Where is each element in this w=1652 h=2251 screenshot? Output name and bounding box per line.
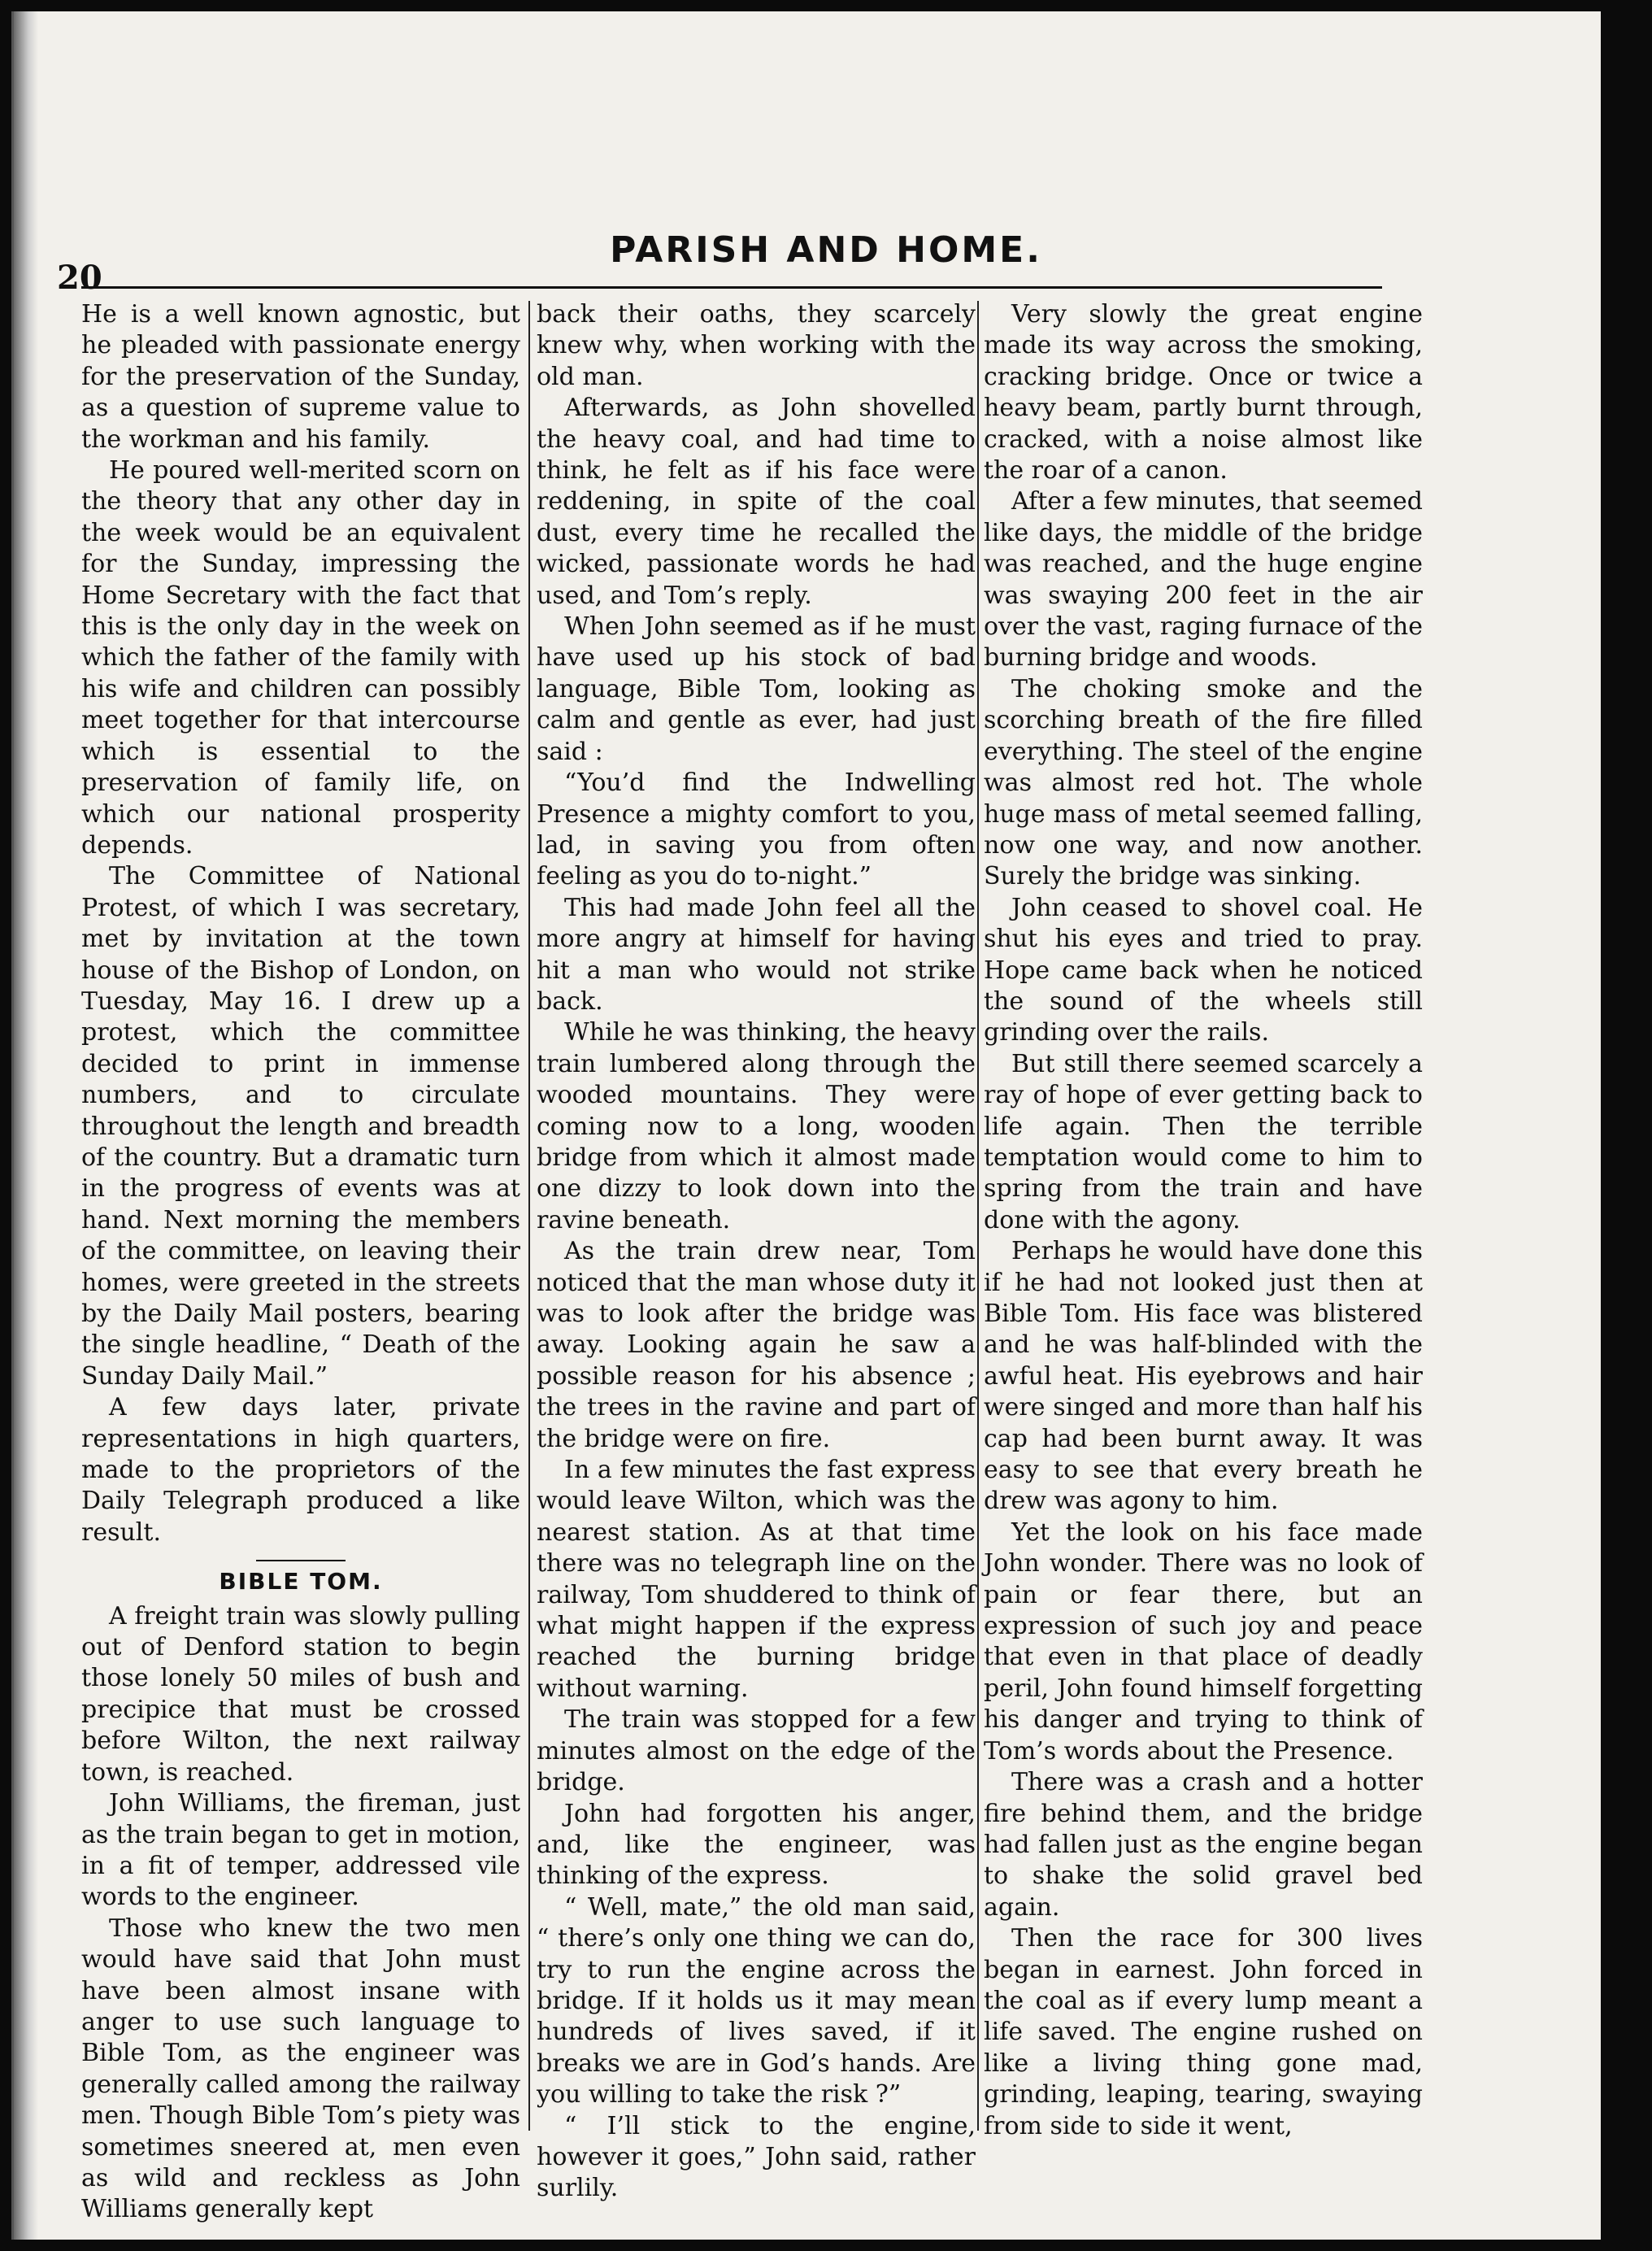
section-rule xyxy=(256,1560,346,1561)
column-3 xyxy=(984,299,1423,2142)
paragraph: Those who knew the two men would have said that John must have been almost insane with anger to use such language to Bible Tom, as the engineer was generally called among the railway men. Though Bible Tom’s piety was sometimes sneered at, men even as wild and reckless as John Williams generally kept xyxy=(81,1914,520,2224)
paragraph: A freight train was slowly pulling out of Denford station to begin those lonely 50 miles of bush and precipice that must be crossed before Wilton, the next railway town, is reached. xyxy=(81,1601,520,1787)
column-1 xyxy=(81,299,520,2226)
paragraph: Then the race for 300 lives began in earnest. John forced in the coal as if every lump meant a life saved. The engine rushed on like a living thing gone mad, grinding, leaping, tearing, swaying from side to side it went, xyxy=(984,1924,1423,2140)
paragraph: While he was thinking, the heavy train lumbered along through the wooded mountains. They were coming now to a long, wooden bridge from which it almost made one dizzy to look down into the ravine beneath. xyxy=(537,1018,976,1234)
paragraph: In a few minutes the fast express would leave Wilton, which was the nearest station. As at that time there was no telegraph line on the railway, Tom shuddered to think of what might happen if the express reached the burning bridge without warning. xyxy=(537,1456,976,1703)
scan-edge-left xyxy=(14,11,38,2240)
paragraph: John ceased to shovel coal. He shut his eyes and tried to pray. Hope came back when he noticed the sound of the wheels still grinding over the rails. xyxy=(984,893,1423,1047)
paragraph: The Committee of National Protest, of which I was secretary, met by invitation at the town house of the Bishop of London, on Tuesday, May 16. I drew up a protest, which the committee decided to print in immense numbers, and to circulate throughout the length and breadth of the country. But a dramatic turn in the progress of events was at hand. Next morning the members of the committee, on leaving their homes, were greeted in the streets by the Daily Mail posters, bearing the single headline, “ Death of the Sunday Daily Mail.” xyxy=(81,862,520,1391)
paragraph: He poured well-merited scorn on the theory that any other day in the week would be an equivalent for the Sunday, impressing the Home Secretary with the fact that this is the only day in the week on which the father of the family with his wife and children can possibly meet together for that intercourse which is essential to the preservation of family life, on which our national prosperity depends. xyxy=(81,456,520,860)
paragraph: When John seemed as if he must have used up his stock of bad language, Bible Tom, looking as calm and gentle as ever, had just said : xyxy=(537,612,976,766)
paragraph: He is a well known agnostic, but he pleaded with passionate energy for the preservation of the Sunday, as a question of supreme value to the workman and his family. xyxy=(81,300,520,454)
paragraph: As the train drew near, Tom noticed that the man whose duty it was to look after the bridge was away. Looking again he saw a possible reason for his absence ; the trees in the ravine and part of the bridge were on fire. xyxy=(537,1237,976,1453)
paragraph: Very slowly the great engine made its way across the smoking, cracking bridge. Once or twice a heavy beam, partly burnt through, cracked, with a noise almost like the roar of a canon. xyxy=(984,300,1423,485)
scan-border-right xyxy=(1610,0,1652,2251)
paragraph: Afterwards, as John shovelled the heavy coal, and had time to think, he felt as if his face were reddening, in spite of the coal dust, every time he recalled the wicked, passionate words he had used, and Tom’s reply. xyxy=(537,394,976,610)
paragraph: But still there seemed scarcely a ray of hope of ever getting back to life again. Then the terrible temptation would come to him to spring from the train and have done with the agony. xyxy=(984,1049,1423,1234)
paragraph: The choking smoke and the scorching breath of the fire filled everything. The steel of the engine was almost red hot. The whole huge mass of metal seemed falling, now one way, and now another. Surely the bridge was sinking. xyxy=(984,674,1423,891)
column-2 xyxy=(537,299,976,2205)
page-number: 20 xyxy=(57,259,102,297)
section-heading: BIBLE TOM. xyxy=(219,1568,383,1596)
paragraph: Yet the look on his face made John wonder. There was no look of pain or fear there, but an expression of such joy and peace that even in that place of deadly peril, John found himself forgetting his danger and trying to think of Tom’s words about the Presence. xyxy=(984,1517,1423,1766)
header-rule xyxy=(81,286,1382,289)
paragraph: John Williams, the fireman, just as the train began to get in motion, in a fit of temper, addressed vile words to the engineer. xyxy=(81,1789,520,1912)
paragraph: There was a crash and a hotter fire behind them, and the bridge had fallen just as the engine began to shake the solid gravel bed again. xyxy=(984,1768,1423,1922)
page-title: PARISH AND HOME. xyxy=(610,229,1042,271)
paragraph: Perhaps he would have done this if he had not looked just then at Bible Tom. His face was blistered and he was half-blinded with the awful heat. His eyebrows and hair were singed and more than half his cap had been burnt away. It was easy to see that every breath he drew was agony to him. xyxy=(984,1237,1423,1516)
paragraph: back their oaths, they scarcely knew why, when working with the old man. xyxy=(537,300,976,391)
paragraph: John had forgotten his anger, and, like the engineer, was thinking of the express. xyxy=(537,1799,976,1891)
paragraph: This had made John feel all the more angry at himself for having hit a man who would not strike back. xyxy=(537,893,976,1016)
paragraph: “ I’ll stick to the engine, however it goes,” John said, rather surlily. xyxy=(537,2111,976,2203)
paragraph: After a few minutes, that seemed like days, the middle of the bridge was reached, and the huge engine was swaying 200 feet in the air over the vast, raging furnace of the burning bridge and woods. xyxy=(984,487,1423,673)
paragraph: A few days later, private representations in high quarters, made to the proprietors of the Daily Telegraph produced a like result. xyxy=(81,1393,520,1547)
column-divider-2 xyxy=(977,301,979,2131)
column-divider-1 xyxy=(528,301,530,2131)
paragraph: “ Well, mate,” the old man said, “ there’s only one thing we can do, try to run the engine across the bridge. If it holds us it may mean hundreds of lives saved, if it breaks we are in God’s hands. Are you willing to take the risk ?” xyxy=(537,1892,976,2109)
paragraph: “You’d find the Indwelling Presence a mighty comfort to you, lad, in saving you from often feeling as you do to-night.” xyxy=(537,768,976,891)
paragraph: The train was stopped for a few minutes almost on the edge of the bridge. xyxy=(537,1705,976,1797)
